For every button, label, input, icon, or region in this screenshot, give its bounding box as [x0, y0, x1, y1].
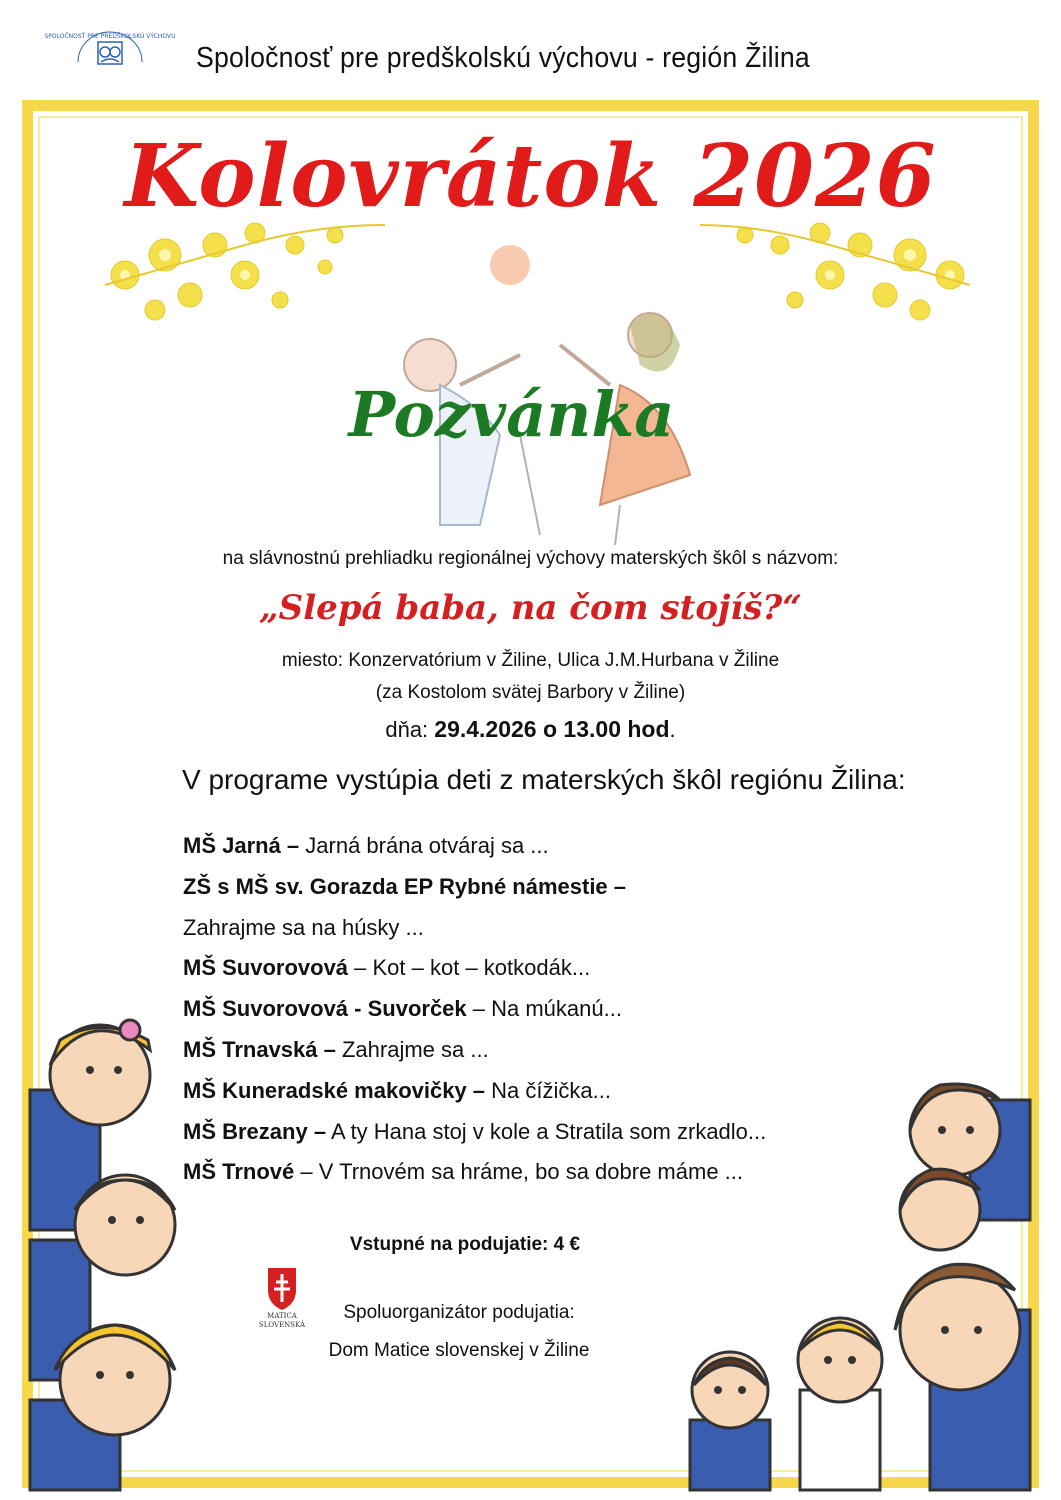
program-school: MŠ Jarná – — [183, 833, 300, 858]
header-title: Spoločnosť pre predškolskú výchovu - región Žilina — [196, 42, 810, 74]
program-item — [183, 948, 766, 989]
program-school: MŠ Suvorovová - Suvorček — [183, 996, 467, 1022]
program-item — [183, 826, 766, 867]
society-logo — [44, 26, 176, 86]
event-place-note: (za Kostolom svätej Barbory v Žiline) — [375, 682, 686, 703]
program-school: MŠ Kuneradské makovičky – — [183, 1077, 486, 1103]
program-school: ZŠ s MŠ sv. Gorazda EP Rybné námestie – — [183, 873, 627, 899]
program-item — [183, 1030, 766, 1071]
program-item — [183, 867, 766, 908]
program-item — [183, 908, 766, 949]
entry-fee: Vstupné na podujatie: 4 € — [349, 1234, 581, 1255]
event-place: miesto: Konzervatórium v Žiline, Ulica J.M.Hurbana v Žiline — [281, 650, 780, 671]
program-school: MŠ Brezany – — [183, 1118, 327, 1144]
date-value: 29.4.2026 o 13.00 hod — [434, 716, 670, 742]
date-label: dňa: — [385, 717, 435, 742]
coorganizer-label: Spoluorganizátor podujatia: — [343, 1302, 575, 1323]
program-school: MŠ Trnavská – — [183, 1036, 336, 1062]
program-school: MŠ Trnové — [183, 1159, 295, 1185]
program-item — [183, 989, 766, 1030]
program-performance: – V Trnovém sa hráme, bo sa dobre máme ... — [294, 1159, 744, 1185]
program-school: MŠ Suvorovová — [183, 955, 349, 981]
program-performance: Zahrajme sa ... — [335, 1036, 489, 1062]
coorganizer-name: Dom Matice slovenskej v Žiline — [328, 1340, 590, 1361]
program-performance: A ty Hana stoj v kole a Stratila som zrkadlo... — [326, 1118, 767, 1144]
intro-text: na slávnostnú prehliadku regionálnej výchovy materských škôl s názvom: — [222, 548, 839, 569]
program-item — [183, 1112, 766, 1153]
event-date — [0, 716, 1061, 743]
program-heading: V programe vystúpia deti z materských škôl regiónu Žilina: — [182, 764, 906, 795]
event-title: Kolovrátok 2026 — [124, 126, 937, 227]
invitation-heading: Pozvánka — [348, 378, 675, 451]
event-theme: „Slepá baba, na čom stojíš?“ — [259, 588, 802, 628]
program-performance: Na čížička... — [485, 1077, 611, 1103]
program-list — [183, 826, 766, 1193]
children-illustration-left — [30, 1010, 200, 1490]
logo-text: SPOLOČNOSŤ PRE PREDŠKOLSKÚ VÝCHOVU — [44, 33, 176, 40]
program-performance: – Na múkanú... — [466, 996, 622, 1022]
children-illustration-right — [680, 1060, 1030, 1490]
program-performance: – Kot – kot – kotkodák... — [348, 955, 591, 981]
program-performance: Jarná brána otváraj sa ... — [299, 833, 549, 858]
date-suffix: . — [669, 717, 676, 742]
program-item — [183, 1071, 766, 1112]
matica-logo-line1: MATICA — [267, 1312, 297, 1320]
program-item — [183, 1152, 766, 1193]
matica-logo-line2: SLOVENSKÁ — [258, 1321, 306, 1329]
program-performance: Zahrajme sa na húsky ... — [183, 914, 424, 940]
